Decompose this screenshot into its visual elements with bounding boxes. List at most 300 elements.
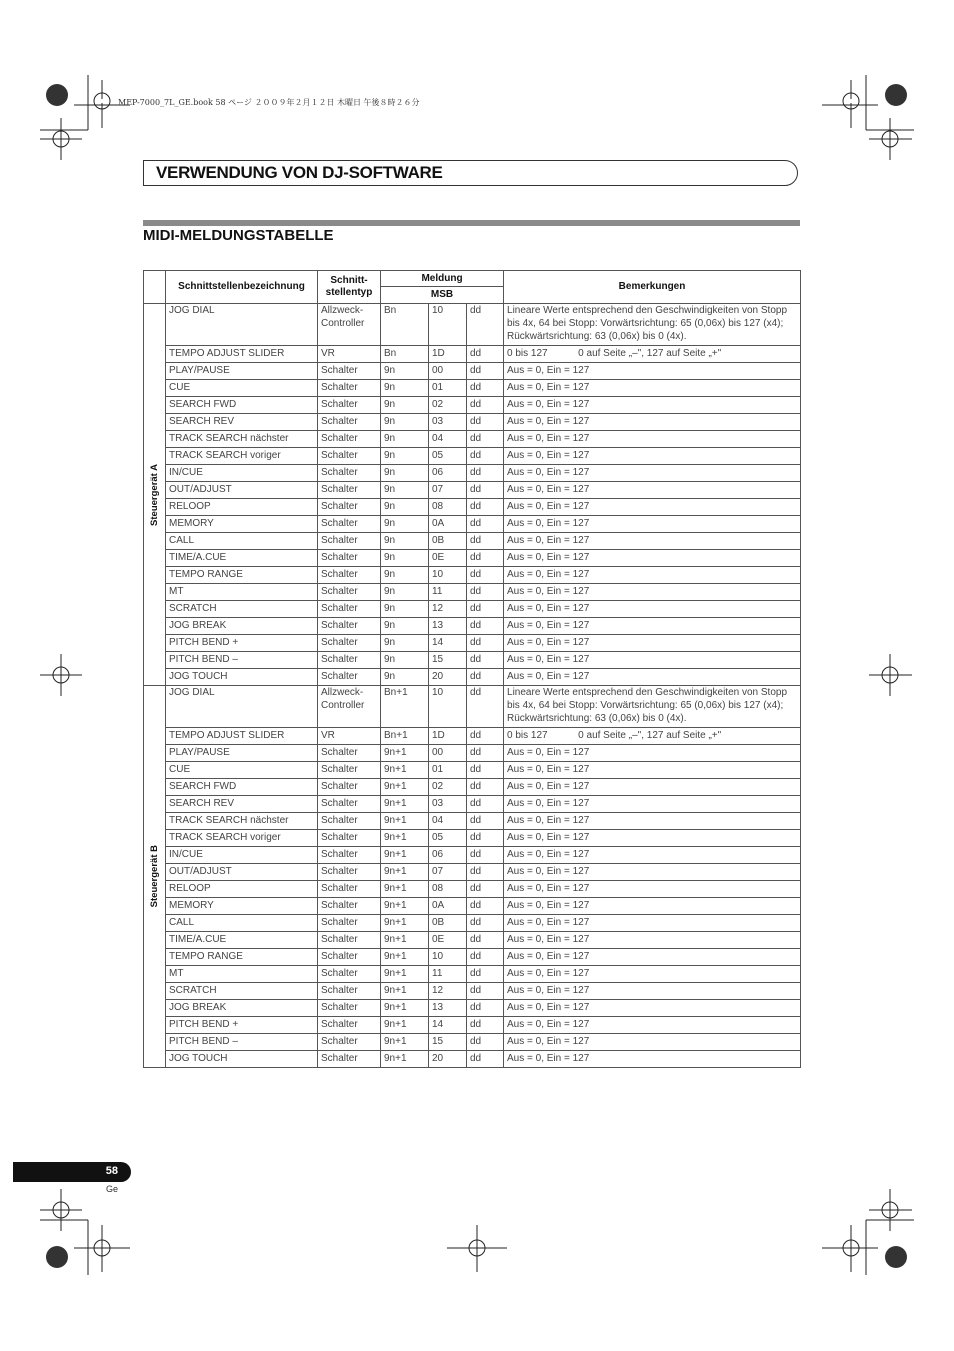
remark-cell: Aus = 0, Ein = 127	[504, 397, 801, 414]
msb-cell: 0E	[429, 550, 467, 567]
interface-name-cell: CUE	[166, 380, 318, 397]
table-row	[144, 881, 801, 898]
interface-name-cell: SEARCH FWD	[166, 779, 318, 796]
interface-name-cell: TRACK SEARCH nächster	[166, 813, 318, 830]
value-cell: dd	[467, 728, 504, 745]
msb-cell: 11	[429, 584, 467, 601]
msb-cell: 04	[429, 813, 467, 830]
value-cell: dd	[467, 397, 504, 414]
interface-name-cell: TEMPO RANGE	[166, 567, 318, 584]
interface-name-cell: JOG DIAL	[166, 304, 318, 346]
msb-cell: 13	[429, 1000, 467, 1017]
status-byte-cell: 9n	[381, 669, 429, 686]
group-label: Steuergerät B	[149, 845, 160, 908]
table-row	[144, 431, 801, 448]
interface-name-cell: PITCH BEND –	[166, 1034, 318, 1051]
chapter-header	[143, 160, 798, 186]
msb-cell: 02	[429, 779, 467, 796]
table-row	[144, 813, 801, 830]
status-byte-cell: 9n	[381, 618, 429, 635]
value-cell: dd	[467, 601, 504, 618]
remark-cell: Aus = 0, Ein = 127	[504, 431, 801, 448]
value-cell: dd	[467, 1017, 504, 1034]
interface-name-cell: JOG TOUCH	[166, 1051, 318, 1068]
interface-type-cell: Schalter	[318, 847, 381, 864]
status-byte-cell: 9n	[381, 584, 429, 601]
interface-name-cell: PLAY/PAUSE	[166, 363, 318, 380]
value-cell: dd	[467, 304, 504, 346]
remark-cell: Aus = 0, Ein = 127	[504, 652, 801, 669]
interface-type-cell: Schalter	[318, 915, 381, 932]
interface-type-cell: Schalter	[318, 669, 381, 686]
table-row	[144, 380, 801, 397]
msb-cell: 08	[429, 499, 467, 516]
page-number: 58	[105, 1165, 118, 1177]
interface-name-cell: CUE	[166, 762, 318, 779]
status-byte-cell: 9n	[381, 499, 429, 516]
status-byte-cell: 9n	[381, 533, 429, 550]
interface-type-cell: Schalter	[318, 465, 381, 482]
table-body	[144, 304, 801, 1068]
remark-cell: Aus = 0, Ein = 127	[504, 847, 801, 864]
table-row	[144, 949, 801, 966]
value-cell: dd	[467, 898, 504, 915]
interface-name-cell: RELOOP	[166, 499, 318, 516]
remark-cell: Aus = 0, Ein = 127	[504, 363, 801, 380]
table-row	[144, 898, 801, 915]
status-byte-cell: Bn+1	[381, 728, 429, 745]
interface-type-cell: Allzweck-Controller	[318, 304, 381, 346]
interface-type-cell: Schalter	[318, 898, 381, 915]
status-byte-cell: 9n	[381, 380, 429, 397]
value-cell: dd	[467, 669, 504, 686]
header-type: Schnitt-stellentyp	[318, 271, 381, 304]
chapter-title: VERWENDUNG VON DJ-SOFTWARE	[156, 163, 443, 182]
remark-cell: Aus = 0, Ein = 127	[504, 949, 801, 966]
value-cell: dd	[467, 915, 504, 932]
msb-cell: 0B	[429, 533, 467, 550]
interface-name-cell: JOG BREAK	[166, 1000, 318, 1017]
status-byte-cell: 9n	[381, 635, 429, 652]
msb-cell: 06	[429, 465, 467, 482]
status-byte-cell: 9n	[381, 363, 429, 380]
table-row	[144, 728, 801, 745]
status-byte-cell: 9n	[381, 567, 429, 584]
interface-name-cell: OUT/ADJUST	[166, 864, 318, 881]
interface-type-cell: Schalter	[318, 567, 381, 584]
interface-type-cell: Allzweck-Controller	[318, 686, 381, 728]
header-interface-name: Schnittstellenbezeichnung	[166, 271, 318, 304]
table-row	[144, 830, 801, 847]
interface-type-cell: Schalter	[318, 431, 381, 448]
table-row	[144, 652, 801, 669]
status-byte-cell: 9n	[381, 448, 429, 465]
interface-type-cell: Schalter	[318, 813, 381, 830]
midi-message-table	[143, 270, 801, 1068]
value-cell: dd	[467, 584, 504, 601]
remark-cell: Aus = 0, Ein = 127	[504, 932, 801, 949]
interface-name-cell: CALL	[166, 915, 318, 932]
section-title: MIDI-MELDUNGSTABELLE	[143, 227, 334, 244]
remark-cell: Aus = 0, Ein = 127	[504, 1017, 801, 1034]
table-row	[144, 567, 801, 584]
msb-cell: 14	[429, 635, 467, 652]
table-row	[144, 635, 801, 652]
msb-cell: 01	[429, 380, 467, 397]
remark-cell: Aus = 0, Ein = 127	[504, 550, 801, 567]
interface-name-cell: TEMPO ADJUST SLIDER	[166, 728, 318, 745]
remark-cell: Aus = 0, Ein = 127	[504, 482, 801, 499]
status-byte-cell: 9n+1	[381, 762, 429, 779]
value-cell: dd	[467, 1051, 504, 1068]
interface-type-cell: Schalter	[318, 1017, 381, 1034]
interface-name-cell: MEMORY	[166, 898, 318, 915]
table-row	[144, 499, 801, 516]
status-byte-cell: Bn+1	[381, 686, 429, 728]
group-header	[144, 271, 166, 304]
status-byte-cell: 9n+1	[381, 881, 429, 898]
remark-cell: Aus = 0, Ein = 127	[504, 881, 801, 898]
table-row	[144, 686, 801, 728]
msb-cell: 0E	[429, 932, 467, 949]
msb-cell: 10	[429, 304, 467, 346]
interface-type-cell: Schalter	[318, 949, 381, 966]
value-cell: dd	[467, 966, 504, 983]
interface-name-cell: JOG TOUCH	[166, 669, 318, 686]
status-byte-cell: 9n+1	[381, 949, 429, 966]
interface-type-cell: Schalter	[318, 550, 381, 567]
interface-type-cell: Schalter	[318, 499, 381, 516]
table-row	[144, 1000, 801, 1017]
table-row	[144, 516, 801, 533]
interface-type-cell: Schalter	[318, 983, 381, 1000]
header-remarks: Bemerkungen	[504, 271, 801, 304]
table-row	[144, 915, 801, 932]
value-cell: dd	[467, 346, 504, 363]
interface-type-cell: Schalter	[318, 584, 381, 601]
interface-type-cell: Schalter	[318, 414, 381, 431]
status-byte-cell: 9n+1	[381, 745, 429, 762]
value-cell: dd	[467, 567, 504, 584]
value-cell: dd	[467, 932, 504, 949]
table-row	[144, 601, 801, 618]
status-byte-cell: 9n+1	[381, 830, 429, 847]
status-byte-cell: 9n+1	[381, 813, 429, 830]
value-cell: dd	[467, 983, 504, 1000]
remark-cell: Aus = 0, Ein = 127	[504, 448, 801, 465]
interface-name-cell: IN/CUE	[166, 465, 318, 482]
value-cell: dd	[467, 1034, 504, 1051]
value-cell: dd	[467, 762, 504, 779]
interface-type-cell: Schalter	[318, 397, 381, 414]
status-byte-cell: 9n	[381, 652, 429, 669]
table-row	[144, 533, 801, 550]
table-row	[144, 745, 801, 762]
status-byte-cell: 9n	[381, 516, 429, 533]
group-label-cell	[144, 686, 166, 1068]
remark-cell: Lineare Werte entsprechend den Geschwindigkeiten von Stopp bis 4x, 64 bei Stopp: Vorwärtsrichtung: 65 (0,06x) bis 127 (x4); Rückwärtsrichtung: 63 (0,06x) bis 0 (4x).	[504, 686, 801, 728]
interface-type-cell: Schalter	[318, 966, 381, 983]
table-row	[144, 618, 801, 635]
remark-cell: Aus = 0, Ein = 127	[504, 533, 801, 550]
remark-cell: Aus = 0, Ein = 127	[504, 762, 801, 779]
interface-type-cell: Schalter	[318, 1000, 381, 1017]
status-byte-cell: 9n	[381, 550, 429, 567]
status-byte-cell: 9n+1	[381, 796, 429, 813]
remark-cell: Aus = 0, Ein = 127	[504, 983, 801, 1000]
status-byte-cell: 9n+1	[381, 1034, 429, 1051]
msb-cell: 15	[429, 652, 467, 669]
table-row	[144, 1017, 801, 1034]
status-byte-cell: 9n	[381, 601, 429, 618]
interface-type-cell: Schalter	[318, 796, 381, 813]
interface-type-cell: Schalter	[318, 830, 381, 847]
value-cell: dd	[467, 448, 504, 465]
msb-cell: 06	[429, 847, 467, 864]
remark-cell: Aus = 0, Ein = 127	[504, 465, 801, 482]
interface-name-cell: TIME/A.CUE	[166, 932, 318, 949]
table-row	[144, 363, 801, 380]
msb-cell: 07	[429, 482, 467, 499]
value-cell: dd	[467, 881, 504, 898]
remark-cell: Aus = 0, Ein = 127	[504, 745, 801, 762]
interface-type-cell: Schalter	[318, 932, 381, 949]
value-cell: dd	[467, 813, 504, 830]
interface-name-cell: TEMPO ADJUST SLIDER	[166, 346, 318, 363]
interface-name-cell: SCRATCH	[166, 983, 318, 1000]
msb-cell: 0A	[429, 898, 467, 915]
msb-cell: 10	[429, 686, 467, 728]
msb-cell: 11	[429, 966, 467, 983]
msb-cell: 03	[429, 796, 467, 813]
table-row	[144, 550, 801, 567]
status-byte-cell: 9n+1	[381, 898, 429, 915]
value-cell: dd	[467, 516, 504, 533]
value-cell: dd	[467, 465, 504, 482]
status-byte-cell: 9n	[381, 414, 429, 431]
interface-name-cell: OUT/ADJUST	[166, 482, 318, 499]
interface-type-cell: Schalter	[318, 1034, 381, 1051]
msb-cell: 0A	[429, 516, 467, 533]
interface-name-cell: TIME/A.CUE	[166, 550, 318, 567]
table-row	[144, 1051, 801, 1068]
msb-cell: 01	[429, 762, 467, 779]
status-byte-cell: 9n+1	[381, 847, 429, 864]
table-row	[144, 779, 801, 796]
status-byte-cell: 9n	[381, 482, 429, 499]
interface-type-cell: Schalter	[318, 618, 381, 635]
interface-type-cell: Schalter	[318, 779, 381, 796]
value-cell: dd	[467, 779, 504, 796]
interface-type-cell: Schalter	[318, 601, 381, 618]
value-cell: dd	[467, 652, 504, 669]
status-byte-cell: 9n	[381, 465, 429, 482]
msb-cell: 15	[429, 1034, 467, 1051]
remark-cell: Aus = 0, Ein = 127	[504, 966, 801, 983]
interface-name-cell: PLAY/PAUSE	[166, 745, 318, 762]
value-cell: dd	[467, 864, 504, 881]
msb-cell: 07	[429, 864, 467, 881]
interface-name-cell: SEARCH FWD	[166, 397, 318, 414]
interface-type-cell: Schalter	[318, 516, 381, 533]
msb-cell: 13	[429, 618, 467, 635]
interface-type-cell: Schalter	[318, 762, 381, 779]
status-byte-cell: 9n+1	[381, 966, 429, 983]
remark-cell: Aus = 0, Ein = 127	[504, 601, 801, 618]
msb-cell: 14	[429, 1017, 467, 1034]
value-cell: dd	[467, 533, 504, 550]
header-msb: MSB	[381, 287, 504, 304]
remark-cell: Aus = 0, Ein = 127	[504, 635, 801, 652]
language-code: Ge	[106, 1184, 119, 1194]
value-cell: dd	[467, 686, 504, 728]
msb-cell: 10	[429, 567, 467, 584]
interface-name-cell: MEMORY	[166, 516, 318, 533]
remark-cell: Aus = 0, Ein = 127	[504, 567, 801, 584]
table-row	[144, 414, 801, 431]
interface-name-cell: TRACK SEARCH voriger	[166, 830, 318, 847]
msb-cell: 05	[429, 830, 467, 847]
interface-type-cell: Schalter	[318, 881, 381, 898]
msb-cell: 00	[429, 363, 467, 380]
value-cell: dd	[467, 847, 504, 864]
remark-cell: Lineare Werte entsprechend den Geschwindigkeiten von Stopp bis 4x, 64 bei Stopp: Vorwärtsrichtung: 65 (0,06x) bis 127 (x4); Rückwärtsrichtung: 63 (0,06x) bis 0 (4x).	[504, 304, 801, 346]
interface-type-cell: Schalter	[318, 864, 381, 881]
status-byte-cell: 9n+1	[381, 983, 429, 1000]
remark-cell: Aus = 0, Ein = 127	[504, 516, 801, 533]
value-cell: dd	[467, 1000, 504, 1017]
interface-name-cell: JOG BREAK	[166, 618, 318, 635]
status-byte-cell: Bn	[381, 304, 429, 346]
table-row	[144, 966, 801, 983]
status-byte-cell: 9n+1	[381, 1017, 429, 1034]
group-label: Steuergerät A	[149, 463, 160, 526]
msb-cell: 10	[429, 949, 467, 966]
table-row	[144, 847, 801, 864]
remark-cell: Aus = 0, Ein = 127	[504, 898, 801, 915]
value-cell: dd	[467, 550, 504, 567]
msb-cell: 1D	[429, 728, 467, 745]
remark-cell: Aus = 0, Ein = 127	[504, 499, 801, 516]
interface-type-cell: Schalter	[318, 533, 381, 550]
file-info-line: MEP-7000_7L_GE.book 58 ページ ２００９年２月１２日 木曜日 午後８時２６分	[118, 98, 420, 107]
interface-type-cell: Schalter	[318, 635, 381, 652]
table-row	[144, 932, 801, 949]
section-rule	[143, 220, 800, 226]
remark-cell: Aus = 0, Ein = 127	[504, 1051, 801, 1068]
value-cell: dd	[467, 482, 504, 499]
msb-cell: 02	[429, 397, 467, 414]
interface-name-cell: MT	[166, 966, 318, 983]
status-byte-cell: 9n+1	[381, 932, 429, 949]
table-row	[144, 1034, 801, 1051]
value-cell: dd	[467, 431, 504, 448]
value-cell: dd	[467, 618, 504, 635]
status-byte-cell: 9n	[381, 431, 429, 448]
value-cell: dd	[467, 363, 504, 380]
interface-name-cell: TEMPO RANGE	[166, 949, 318, 966]
remark-cell: Aus = 0, Ein = 127	[504, 669, 801, 686]
interface-name-cell: SEARCH REV	[166, 796, 318, 813]
remark-cell: Aus = 0, Ein = 127	[504, 584, 801, 601]
remark-cell: Aus = 0, Ein = 127	[504, 830, 801, 847]
interface-type-cell: Schalter	[318, 363, 381, 380]
value-cell: dd	[467, 830, 504, 847]
remark-cell: 0 bis 127 0 auf Seite „–", 127 auf Seite „+"	[504, 346, 801, 363]
interface-name-cell: TRACK SEARCH nächster	[166, 431, 318, 448]
interface-name-cell: SEARCH REV	[166, 414, 318, 431]
status-byte-cell: 9n+1	[381, 779, 429, 796]
table-row	[144, 864, 801, 881]
interface-type-cell: Schalter	[318, 380, 381, 397]
remark-cell: Aus = 0, Ein = 127	[504, 1000, 801, 1017]
msb-cell: 20	[429, 669, 467, 686]
value-cell: dd	[467, 380, 504, 397]
table-row	[144, 304, 801, 346]
interface-name-cell: PITCH BEND +	[166, 1017, 318, 1034]
table-row	[144, 983, 801, 1000]
status-byte-cell: 9n+1	[381, 915, 429, 932]
table-row	[144, 346, 801, 363]
table-row	[144, 762, 801, 779]
msb-cell: 04	[429, 431, 467, 448]
value-cell: dd	[467, 499, 504, 516]
msb-cell: 0B	[429, 915, 467, 932]
interface-name-cell: PITCH BEND –	[166, 652, 318, 669]
table-row	[144, 669, 801, 686]
msb-cell: 12	[429, 983, 467, 1000]
remark-cell: Aus = 0, Ein = 127	[504, 796, 801, 813]
remark-cell: Aus = 0, Ein = 127	[504, 779, 801, 796]
msb-cell: 05	[429, 448, 467, 465]
msb-cell: 00	[429, 745, 467, 762]
table-row	[144, 465, 801, 482]
interface-name-cell: SCRATCH	[166, 601, 318, 618]
table-row	[144, 584, 801, 601]
interface-type-cell: Schalter	[318, 1051, 381, 1068]
page-number-badge	[13, 1162, 131, 1182]
interface-type-cell: Schalter	[318, 745, 381, 762]
header-message: Meldung	[381, 271, 504, 287]
interface-type-cell: Schalter	[318, 482, 381, 499]
group-label-cell	[144, 304, 166, 686]
status-byte-cell: 9n+1	[381, 1000, 429, 1017]
table-row	[144, 397, 801, 414]
remark-cell: Aus = 0, Ein = 127	[504, 380, 801, 397]
interface-type-cell: Schalter	[318, 652, 381, 669]
value-cell: dd	[467, 745, 504, 762]
remark-cell: Aus = 0, Ein = 127	[504, 915, 801, 932]
status-byte-cell: 9n+1	[381, 864, 429, 881]
table-row	[144, 796, 801, 813]
msb-cell: 03	[429, 414, 467, 431]
interface-name-cell: IN/CUE	[166, 847, 318, 864]
value-cell: dd	[467, 949, 504, 966]
table-row	[144, 482, 801, 499]
status-byte-cell: 9n	[381, 397, 429, 414]
value-cell: dd	[467, 414, 504, 431]
interface-name-cell: PITCH BEND +	[166, 635, 318, 652]
msb-cell: 12	[429, 601, 467, 618]
interface-name-cell: RELOOP	[166, 881, 318, 898]
interface-name-cell: JOG DIAL	[166, 686, 318, 728]
msb-cell: 20	[429, 1051, 467, 1068]
value-cell: dd	[467, 635, 504, 652]
table-row	[144, 448, 801, 465]
remark-cell: Aus = 0, Ein = 127	[504, 618, 801, 635]
remark-cell: 0 bis 127 0 auf Seite „–", 127 auf Seite „+"	[504, 728, 801, 745]
msb-cell: 1D	[429, 346, 467, 363]
